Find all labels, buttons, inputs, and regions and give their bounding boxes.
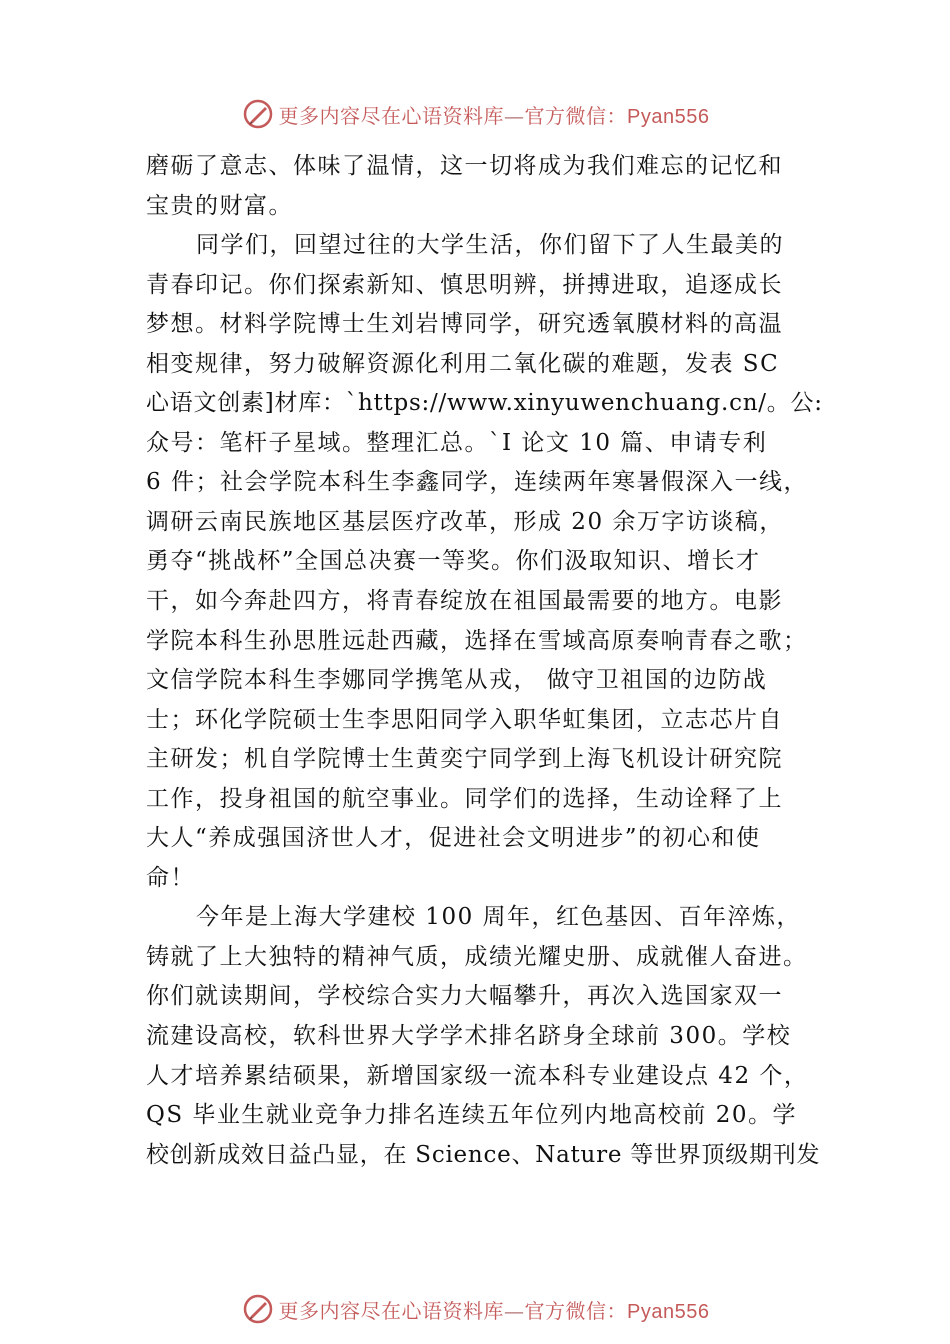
body-line: 青春印记。你们探索新知、慎思明辨，拼搏进取，追逐成长 [146, 271, 783, 298]
body-line: 6 件；社会学院本科生李鑫同学，连续两年寒暑假深入一线， [146, 469, 808, 496]
watermark-separator: — [504, 103, 525, 128]
brand-logo-icon [241, 1292, 275, 1326]
watermark-contact-label: 官方微信： [524, 103, 628, 128]
body-line: 磨砺了意志、体味了温情，这一切将成为我们难忘的记忆和 [146, 153, 783, 179]
paragraph-start-line: 今年是上海大学建校 100 周年，红色基因、百年淬炼， [196, 904, 802, 931]
watermark-brand: 更多内容尽在心语资料库 [278, 103, 505, 128]
body-line: 校创新成效日益凸显，在 Science、Nature 等世界顶级期刊发 [146, 1141, 821, 1168]
body-line: 相变规律，努力破解资源化利用二氧化碳的难题，发表 SC [146, 350, 780, 377]
body-line: 梦想。材料学院博士生刘岩博同学，研究透氧膜材料的高温 [146, 311, 783, 338]
header-watermark [0, 94, 950, 134]
paragraph-start-line: 同学们，回望过往的大学生活，你们留下了人生最美的 [196, 232, 784, 259]
body-line: 命！ [146, 864, 195, 891]
watermark-separator: — [504, 1298, 525, 1323]
body-line: 宝贵的财富。 [146, 192, 293, 219]
body-line: QS 毕业生就业竞争力排名连续五年位列内地高校前 20。学 [146, 1102, 798, 1129]
body-line: 士；环化学院硕士生李思阳同学入职华虹集团，立志芯片自 [146, 706, 783, 733]
body-line: 学院本科生孙思胜远赴西藏，选择在雪域高原奏响青春之歌； [146, 627, 808, 654]
body-line: 你们就读期间，学校综合实力大幅攀升，再次入选国家双一 [146, 983, 783, 1010]
watermark-text [279, 1295, 710, 1324]
watermark-contact-id: Pyan556 [627, 1300, 710, 1323]
watermark-text [279, 100, 710, 129]
body-line: 人才培养累结硕果，新增国家级一流本科专业建设点 42 个， [146, 1062, 809, 1089]
watermark-contact-label: 官方微信： [524, 1298, 628, 1323]
watermark-brand: 更多内容尽在心语资料库 [278, 1298, 505, 1323]
watermark-contact-id: Pyan556 [627, 105, 710, 128]
body-line: 干，如今奔赴四方，将青春绽放在祖国最需要的地方。电影 [146, 588, 783, 615]
body-line: 调研云南民族地区基层医疗改革，形成 20 余万字访谈稿， [146, 508, 784, 535]
body-line: 工作，投身祖国的航空事业。同学们的选择，生动诠释了上 [146, 785, 783, 812]
body-line: 主研发；机自学院博士生黄奕宁同学到上海飞机设计研究院 [146, 746, 783, 773]
body-line: 铸就了上大独特的精神气质，成绩光耀史册、成就催人奋进。 [146, 943, 808, 970]
footer-watermark [0, 1289, 950, 1329]
body-line: 心语文创素]材库：`https://www.xinyuwenchuang.cn/。公: [146, 390, 823, 417]
document-body [146, 147, 826, 1175]
body-line: 大人“养成强国济世人才，促进社会文明进步”的初心和使 [146, 825, 761, 852]
body-line: 众号：笔杆子星域。整理汇总。`I 论文 10 篇、申请专利 [146, 429, 768, 456]
body-line: 流建设高校，软科世界大学学术排名跻身全球前 300。学校 [146, 1023, 792, 1050]
brand-logo-icon [241, 97, 275, 131]
body-line: 勇夺“挑战杯”全国总决赛一等奖。你们汲取知识、增长才 [146, 548, 761, 575]
body-line: 文信学院本科生李娜同学携笔从戎， 做守卫祖国的边防战 [146, 667, 768, 694]
